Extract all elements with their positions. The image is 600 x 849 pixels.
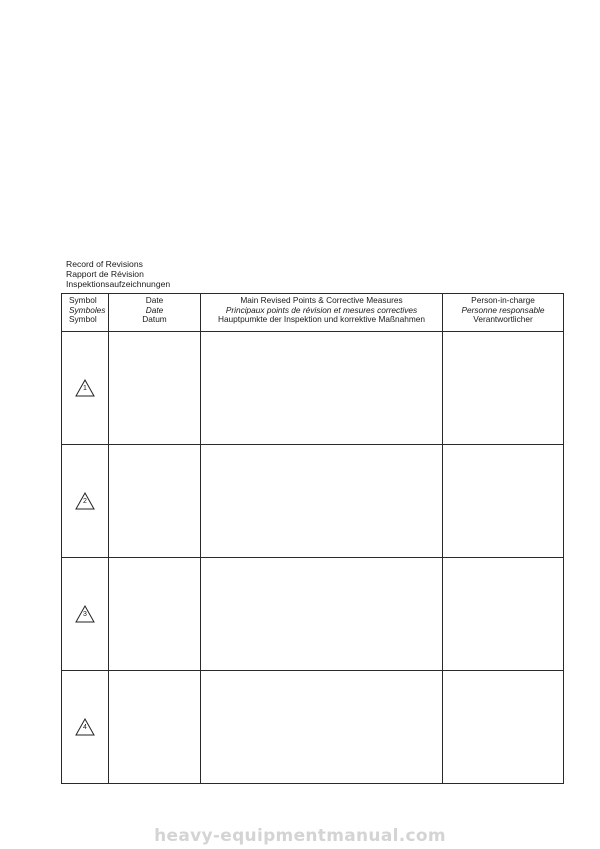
header-date — [109, 294, 201, 332]
person-cell — [443, 445, 564, 558]
revised-points-cell — [201, 558, 443, 671]
revision-number: 2 — [83, 498, 87, 505]
revisions-table — [61, 293, 564, 784]
header-symbol-en: Symbol — [69, 295, 97, 305]
date-cell — [109, 671, 201, 784]
header-person-fr: Personne responsable — [461, 304, 545, 315]
symbol-cell — [62, 671, 109, 784]
date-cell — [109, 332, 201, 445]
symbol-cell — [62, 445, 109, 558]
symbol-cell — [62, 558, 109, 671]
date-cell — [109, 558, 201, 671]
title-french: Rapport de Révision — [66, 269, 144, 280]
header-symbol — [62, 294, 109, 332]
header-person-de: Verantwortlicher — [473, 314, 533, 325]
header-points-fr: Principaux points de révision et mesures correctives — [225, 304, 418, 315]
header-date-fr: Date — [145, 304, 164, 315]
header-date-de: Datum — [142, 314, 167, 325]
person-cell — [443, 558, 564, 671]
title-english: Record of Revisions — [66, 259, 143, 269]
header-date-en: Date — [145, 295, 164, 305]
revision-triangle-icon — [75, 379, 95, 397]
symbol-cell — [62, 332, 109, 445]
revised-points-cell — [201, 332, 443, 445]
revision-triangle-icon — [75, 605, 95, 623]
table-header-row — [62, 294, 564, 332]
header-person-en: Person-in-charge — [471, 295, 535, 305]
table-row — [62, 332, 564, 445]
revision-number: 3 — [83, 611, 87, 618]
revision-number: 1 — [83, 385, 87, 392]
header-person-in-charge — [443, 294, 564, 332]
header-symbol-de: Symbol — [69, 314, 97, 325]
revision-number: 4 — [83, 724, 87, 731]
revision-triangle-icon — [75, 492, 95, 510]
date-cell — [109, 445, 201, 558]
person-cell — [443, 332, 564, 445]
revision-triangle-icon — [75, 718, 95, 736]
header-points-de: Hauptpumkte der Inspektion und korrektive Maßnahmen — [217, 314, 426, 325]
person-cell — [443, 671, 564, 784]
revised-points-cell — [201, 445, 443, 558]
title-german: Inspektionsaufzeichnungen — [66, 279, 171, 290]
revised-points-cell — [201, 671, 443, 784]
header-points-en: Main Revised Points & Corrective Measures — [240, 295, 403, 305]
table-row — [62, 558, 564, 671]
header-revised-points — [201, 294, 443, 332]
table-row — [62, 445, 564, 558]
header-symbol-fr: Symboles — [69, 304, 106, 315]
table-row — [62, 671, 564, 784]
revision-record-title — [66, 259, 170, 290]
footer-watermark: heavy-equipmentmanual.com — [154, 826, 446, 846]
